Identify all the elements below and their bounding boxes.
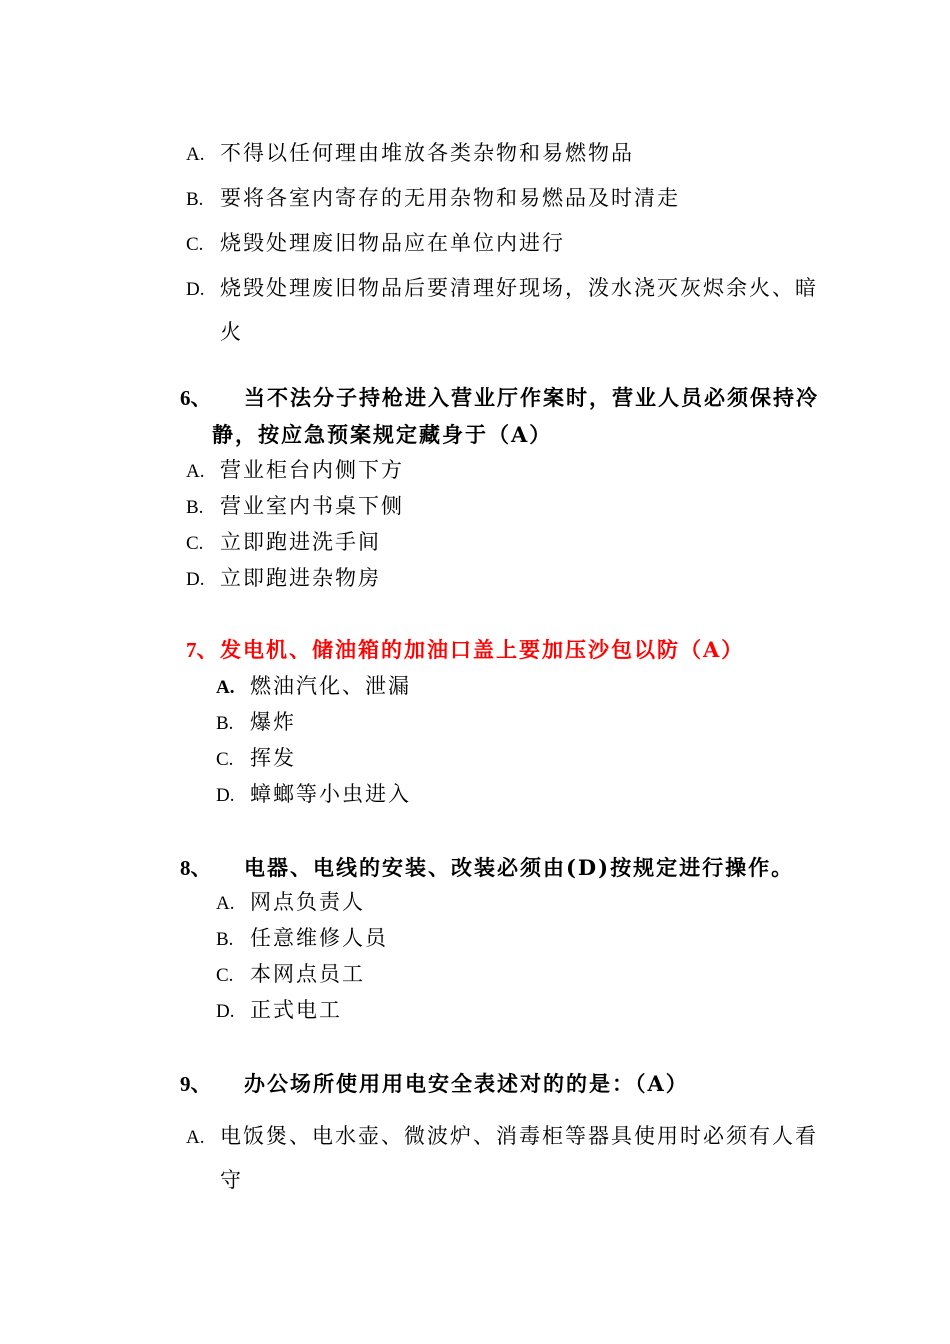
option-a <box>216 888 365 918</box>
question-text: 当不法分子持枪进入营业厅作案时，营业人员必须保持冷 <box>244 385 819 410</box>
option-c <box>186 528 381 558</box>
option-d <box>186 274 818 304</box>
option-text: 立即跑进洗手间 <box>220 530 381 554</box>
question-number: 6、 <box>180 386 212 410</box>
question-number: 7、 <box>186 638 218 662</box>
option-letter: B. <box>216 929 234 950</box>
option-letter: A. <box>216 893 235 914</box>
option-text-cont: 火 <box>220 320 243 344</box>
option-letter: C. <box>186 234 204 255</box>
option-c <box>216 744 296 774</box>
option-letter: D. <box>216 785 235 806</box>
option-b <box>186 492 404 522</box>
option-text: 挥发 <box>250 746 296 770</box>
question-text: 发电机、储油箱的加油口盖上要加压沙包以防（A） <box>220 637 745 662</box>
option-d-continuation <box>220 318 243 346</box>
option-text: 网点负责人 <box>250 890 365 914</box>
option-text: 不得以任何理由堆放各类杂物和易燃物品 <box>220 141 634 165</box>
option-text: 烧毁处理废旧物品应在单位内进行 <box>220 231 565 255</box>
option-text: 燃油汽化、泄漏 <box>250 674 411 698</box>
option-b <box>216 708 296 738</box>
question-6 <box>180 384 819 412</box>
option-d <box>216 780 411 810</box>
option-letter: B. <box>186 497 204 518</box>
question-7 <box>186 636 744 664</box>
option-b <box>216 924 388 954</box>
question-text: 办公场所使用用电安全表述对的的是：（A） <box>244 1071 689 1096</box>
option-text: 爆炸 <box>250 710 296 734</box>
question-number: 8、 <box>180 856 212 880</box>
option-a <box>216 672 411 702</box>
option-letter: A. <box>216 677 235 698</box>
option-a <box>186 1122 818 1152</box>
option-a-continuation <box>220 1166 243 1194</box>
option-letter: A. <box>186 1127 205 1148</box>
option-letter: C. <box>216 749 234 770</box>
option-letter: C. <box>216 965 234 986</box>
option-d <box>216 996 342 1026</box>
option-text: 任意维修人员 <box>250 926 388 950</box>
option-letter: B. <box>186 189 204 210</box>
option-letter: C. <box>186 533 204 554</box>
question-8 <box>180 854 794 882</box>
question-number: 9、 <box>180 1072 212 1096</box>
option-text: 立即跑进杂物房 <box>220 566 381 590</box>
option-text: 电饭煲、电水壶、微波炉、消毒柜等器具使用时必须有人看 <box>220 1124 818 1148</box>
option-text: 要将各室内寄存的无用杂物和易燃品及时清走 <box>220 186 680 210</box>
option-text-cont: 守 <box>220 1168 243 1192</box>
option-a <box>186 139 634 169</box>
option-text: 蟑螂等小虫进入 <box>250 782 411 806</box>
question-text: 电器、电线的安装、改装必须由(D)按规定进行操作。 <box>244 855 795 880</box>
option-letter: D. <box>186 279 205 300</box>
option-text: 烧毁处理废旧物品后要清理好现场，泼水浇灭灰烬余火、暗 <box>220 276 818 300</box>
question-9 <box>180 1070 689 1098</box>
option-a <box>186 456 404 486</box>
option-text: 本网点员工 <box>250 962 365 986</box>
question-text-cont: 静，按应急预案规定藏身于（A） <box>212 422 553 447</box>
option-text: 正式电工 <box>250 998 342 1022</box>
option-c <box>186 229 565 259</box>
option-letter: B. <box>216 713 234 734</box>
option-text: 营业室内书桌下侧 <box>220 494 404 518</box>
option-letter: A. <box>186 144 205 165</box>
option-letter: D. <box>186 569 205 590</box>
option-text: 营业柜台内侧下方 <box>220 458 404 482</box>
option-letter: A. <box>186 461 205 482</box>
option-c <box>216 960 365 990</box>
option-d <box>186 564 381 594</box>
option-letter: D. <box>216 1001 235 1022</box>
question-6-line2 <box>212 421 552 449</box>
option-b <box>186 184 680 214</box>
